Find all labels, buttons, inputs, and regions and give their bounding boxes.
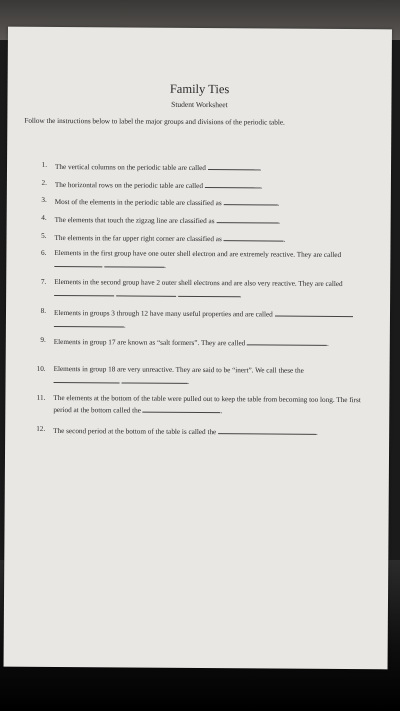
answer-blank[interactable] <box>218 426 316 435</box>
question-7: 7. Elements in the second group have 2 outer shell electrons and are also very reactive. They are called . <box>32 278 362 301</box>
question-number: 7. <box>40 277 47 286</box>
answer-blank[interactable] <box>121 375 187 383</box>
question-text: The vertical columns on the periodic table are called <box>54 162 206 173</box>
question-10: 10. Elements in group 18 are very unreactive. They are said to be “inert”. We call these the . <box>31 365 361 388</box>
question-12: 12. The second period at the bottom of the table is called the . <box>31 425 361 439</box>
question-text: Elements in groups 3 through 12 have many useful properties and are called <box>53 308 273 319</box>
answer-blank[interactable] <box>143 404 221 413</box>
question-number: 10. <box>36 364 46 373</box>
question-text: Elements in the first group have one outer shell electron and are extremely reactive. They are called <box>54 248 342 259</box>
answer-blank[interactable] <box>208 162 260 170</box>
worksheet-title: Family Ties <box>169 81 230 97</box>
answer-blank[interactable] <box>54 258 102 266</box>
question-2: 2. The horizontal rows on the periodic table are called . <box>33 179 363 193</box>
question-number: 6. <box>41 248 47 257</box>
question-9: 9. Elements in group 17 are known as “salt formers”. They are called . <box>32 336 362 350</box>
answer-blank[interactable] <box>178 288 240 296</box>
question-number: 11. <box>36 393 46 402</box>
worksheet-subtitle: Student Worksheet <box>171 99 228 110</box>
question-text: The horizontal rows on the periodic table are called <box>54 180 204 191</box>
question-text: Elements in the second group have 2 outer shell electrons and are also very reactive. They are called <box>54 277 343 289</box>
question-11: 11. The elements at the bottom of the table were pulled out to keep the table from becoming too long. The first period at the bottom called the . <box>31 394 361 417</box>
question-4: 4. The elements that touch the zigzag line are classified as . <box>33 214 363 228</box>
answer-blank[interactable] <box>216 215 278 223</box>
answer-blank[interactable] <box>104 259 164 267</box>
question-number: 3. <box>41 195 47 204</box>
question-number: 8. <box>40 306 47 315</box>
worksheet-page <box>4 27 392 670</box>
answer-blank[interactable] <box>54 374 120 382</box>
question-text: Elements in group 18 are very unreactive. They are said to be “inert”. We call these the <box>53 364 304 375</box>
question-number: 1. <box>41 160 48 169</box>
question-3: 3. Most of the elements in the periodic table are classified as . <box>33 196 363 210</box>
question-5: 5. The elements in the far upper right corner are classified as . <box>32 232 362 246</box>
question-number: 4. <box>41 213 47 222</box>
answer-blank[interactable] <box>224 233 284 241</box>
question-number: 9. <box>40 335 46 344</box>
question-text: The elements in the far upper right corner are classified as <box>54 233 222 244</box>
question-text: Most of the elements in the periodic table are classified as <box>54 197 222 208</box>
answer-blank[interactable] <box>205 180 261 188</box>
question-text: The elements that touch the zigzag line are classified as <box>54 215 215 226</box>
answer-blank[interactable] <box>247 337 327 346</box>
question-number: 2. <box>41 178 47 187</box>
instructions-text: Follow the instructions below to label the major groups and divisions of the periodic table. <box>24 116 285 127</box>
question-6: 6. Elements in the first group have one outer shell electron and are extremely reactive. They are called . <box>32 249 362 272</box>
question-1: 1. The vertical columns on the periodic table are called . <box>33 161 363 175</box>
question-text: The second period at the bottom of the table is called the <box>53 426 217 437</box>
answer-blank[interactable] <box>54 287 114 295</box>
answer-blank[interactable] <box>223 197 277 205</box>
answer-blank[interactable] <box>54 318 124 326</box>
question-number: 5. <box>41 231 47 240</box>
question-text: Elements in group 17 are known as “salt formers”. They are called <box>53 337 246 348</box>
question-text: The elements at the bottom of the table were pulled out to keep the table from becoming too long. The first period at the bottom called the <box>53 393 361 415</box>
question-8: 8. Elements in groups 3 through 12 have many useful properties and are called . <box>32 307 362 332</box>
answer-blank[interactable] <box>116 288 176 296</box>
question-number: 12. <box>36 424 46 433</box>
answer-blank[interactable] <box>275 309 353 318</box>
